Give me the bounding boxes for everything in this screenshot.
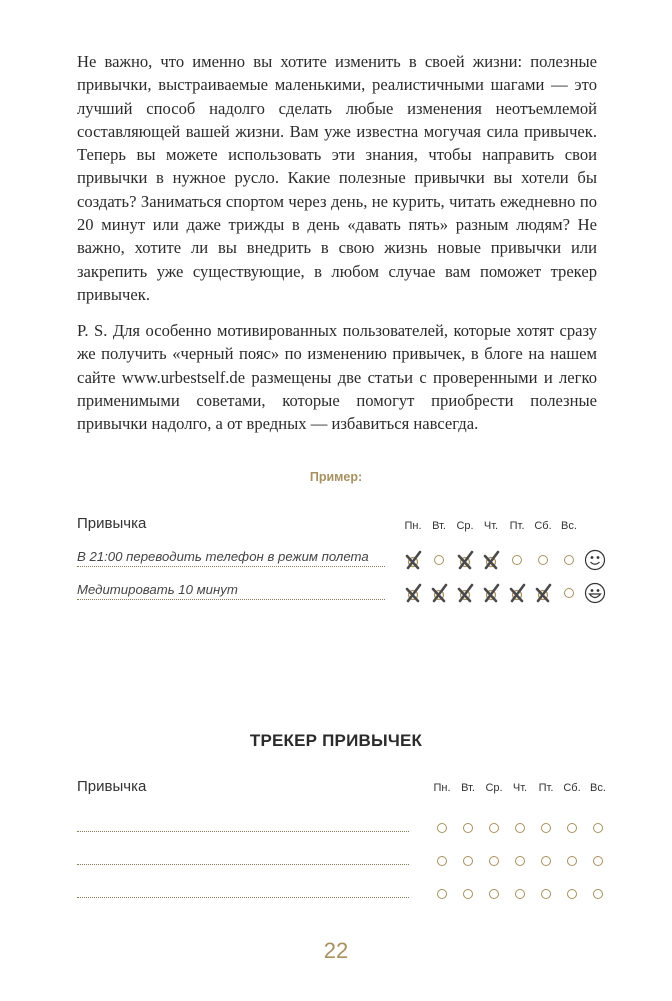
big-grin-icon xyxy=(584,582,606,604)
empty-circle-icon xyxy=(515,823,525,833)
body-paragraph-2: P. S. Для особенно мотивированных пользователей, которые хотят сразу же получить «черный пояс» по изменению привычек, в блоге на нашем сайте www.urbestself.de размещены две статьи с проверенными и легко применимыми советами, которые помогут приобрести полезные привычки надолго, а от вредных — избавиться навсегда. xyxy=(77,321,597,434)
empty-circle-icon xyxy=(515,856,525,866)
reward-cell xyxy=(582,549,608,571)
mark-cell-5 xyxy=(504,549,530,571)
tracker-habit-line[interactable] xyxy=(77,831,409,832)
smiley-icon xyxy=(584,549,606,571)
tracker-day-checkbox[interactable] xyxy=(429,883,455,905)
example-day-7: Вс. xyxy=(561,520,577,532)
tracker-habit-line[interactable] xyxy=(77,897,409,898)
tracker-day-checkbox[interactable] xyxy=(585,817,611,839)
mark-cell-3 xyxy=(452,549,478,571)
empty-circle-icon xyxy=(541,889,551,899)
mark-cell-5 xyxy=(504,582,530,604)
example-day-3: Ср. xyxy=(456,520,474,532)
cross-mark-icon xyxy=(508,583,526,603)
mark-cell-4 xyxy=(478,582,504,604)
empty-circle-icon xyxy=(463,856,473,866)
tracker-day-checkbox[interactable] xyxy=(585,883,611,905)
reward-cell xyxy=(582,582,608,604)
mark-cell-1 xyxy=(400,549,426,571)
tracker-day-checkbox[interactable] xyxy=(481,883,507,905)
tracker-day-3: Ср. xyxy=(485,782,503,794)
tracker-day-2: Вт. xyxy=(461,782,475,794)
tracker-day-checkbox[interactable] xyxy=(585,850,611,872)
tracker-day-checkbox[interactable] xyxy=(533,883,559,905)
empty-circle-icon xyxy=(541,856,551,866)
tracker-title: ТРЕКЕР ПРИВЫЧЕК xyxy=(249,731,423,750)
example-days-header xyxy=(400,520,582,532)
tracker-day-checkbox[interactable] xyxy=(429,850,455,872)
empty-circle-icon xyxy=(567,856,577,866)
mark-cell-2 xyxy=(426,549,452,571)
tracker-day-6: Сб. xyxy=(563,782,581,794)
empty-circle-icon xyxy=(593,889,603,899)
example-marks-row-1 xyxy=(400,549,608,571)
tracker-day-4: Чт. xyxy=(512,782,528,794)
mark-cell-3 xyxy=(452,582,478,604)
tracker-day-checkbox[interactable] xyxy=(429,817,455,839)
tracker-habit-header: Привычка xyxy=(77,778,147,795)
cross-mark-icon xyxy=(456,583,474,603)
empty-circle-icon xyxy=(564,555,574,565)
tracker-day-checkbox[interactable] xyxy=(559,883,585,905)
tracker-day-checkbox[interactable] xyxy=(559,817,585,839)
empty-circle-icon xyxy=(564,588,574,598)
tracker-marks-row xyxy=(429,817,611,839)
example-habit-2: Медитировать 10 минут xyxy=(77,582,385,600)
empty-circle-icon xyxy=(538,555,548,565)
cross-mark-icon xyxy=(534,583,552,603)
empty-circle-icon xyxy=(593,823,603,833)
empty-circle-icon xyxy=(593,856,603,866)
empty-circle-icon xyxy=(567,889,577,899)
mark-cell-7 xyxy=(556,582,582,604)
cross-mark-icon xyxy=(404,550,422,570)
empty-circle-icon xyxy=(541,823,551,833)
tracker-day-checkbox[interactable] xyxy=(559,850,585,872)
tracker-day-checkbox[interactable] xyxy=(481,817,507,839)
tracker-marks-row xyxy=(429,850,611,872)
empty-circle-icon xyxy=(437,856,447,866)
page-number: 22 xyxy=(323,938,349,963)
tracker-day-checkbox[interactable] xyxy=(455,817,481,839)
tracker-day-7: Вс. xyxy=(590,782,606,794)
tracker-day-checkbox[interactable] xyxy=(533,817,559,839)
example-habit-1: В 21:00 переводить телефон в режим полета xyxy=(77,549,385,567)
empty-circle-icon xyxy=(512,555,522,565)
empty-circle-icon xyxy=(434,555,444,565)
empty-circle-icon xyxy=(437,889,447,899)
empty-circle-icon xyxy=(463,823,473,833)
empty-circle-icon xyxy=(567,823,577,833)
cross-mark-icon xyxy=(456,550,474,570)
mark-cell-6 xyxy=(530,582,556,604)
example-day-6: Сб. xyxy=(534,520,552,532)
tracker-days-header xyxy=(429,782,611,794)
cross-mark-icon xyxy=(482,583,500,603)
tracker-day-checkbox[interactable] xyxy=(533,850,559,872)
tracker-marks-row xyxy=(429,883,611,905)
example-habit-header: Привычка xyxy=(77,515,147,532)
example-day-4: Чт. xyxy=(483,520,499,532)
example-day-2: Вт. xyxy=(432,520,446,532)
tracker-day-checkbox[interactable] xyxy=(481,850,507,872)
cross-mark-icon xyxy=(430,583,448,603)
empty-circle-icon xyxy=(489,856,499,866)
cross-mark-icon xyxy=(482,550,500,570)
tracker-habit-line[interactable] xyxy=(77,864,409,865)
empty-circle-icon xyxy=(437,823,447,833)
mark-cell-2 xyxy=(426,582,452,604)
tracker-day-1: Пн. xyxy=(433,782,451,794)
body-paragraph-1: Не важно, что именно вы хотите изменить в своей жизни: полезные привычки, выстраиваемые маленькими, реалистичными шагами — это лучший способ надолго сделать любые изменения неотъемлемой составляющей вашей жизни. Вам уже известна могучая сила привычек. Теперь вы можете использовать эти знания, чтобы направить свои привычки в нужное русло. Какие полезные привычки вы хотели бы создать? Заниматься спортом через день, не курить, читать ежедневно по 20 минут или даже трижды в день «давать пять» разным людям? Не важно, хотите ли вы внедрить в свою жизнь новые привычки или закрепить уже существующие, в любом случае вам поможет трекер привычек. xyxy=(77,52,597,304)
tracker-day-checkbox[interactable] xyxy=(507,883,533,905)
example-marks-row-2 xyxy=(400,582,608,604)
example-day-5: Пт. xyxy=(509,520,525,532)
tracker-day-checkbox[interactable] xyxy=(455,850,481,872)
example-title: Пример: xyxy=(309,470,363,484)
tracker-day-checkbox[interactable] xyxy=(455,883,481,905)
mark-cell-7 xyxy=(556,549,582,571)
cross-mark-icon xyxy=(404,583,422,603)
mark-cell-6 xyxy=(530,549,556,571)
tracker-day-checkbox[interactable] xyxy=(507,850,533,872)
tracker-day-checkbox[interactable] xyxy=(507,817,533,839)
empty-circle-icon xyxy=(489,823,499,833)
empty-circle-icon xyxy=(515,889,525,899)
example-day-1: Пн. xyxy=(404,520,422,532)
tracker-day-5: Пт. xyxy=(538,782,554,794)
empty-circle-icon xyxy=(463,889,473,899)
mark-cell-4 xyxy=(478,549,504,571)
mark-cell-1 xyxy=(400,582,426,604)
empty-circle-icon xyxy=(489,889,499,899)
